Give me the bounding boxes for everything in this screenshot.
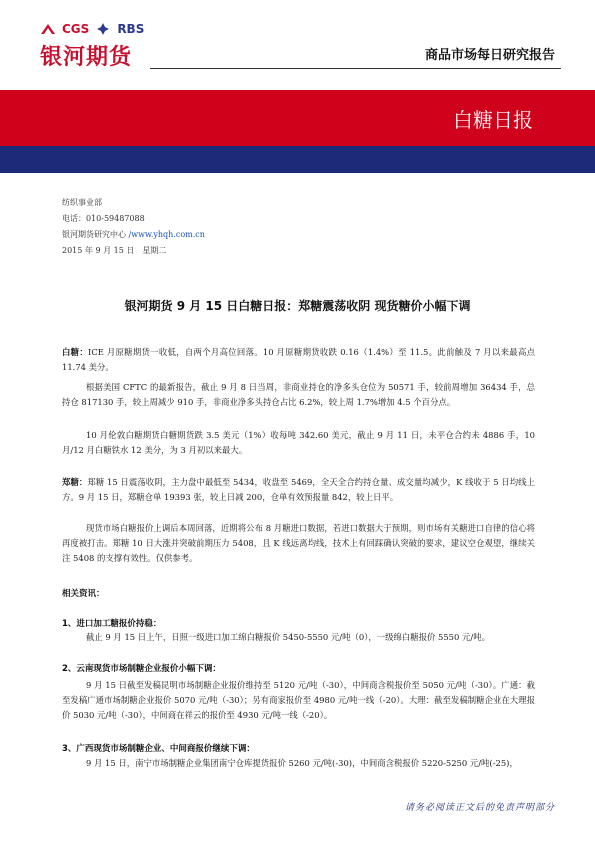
zhengtang-text-1: 郑糖 15 日震荡收阴，主力盘中最低至 5434，收盘至 5469，全天全合约持仓量、成交量均减少，K 线收于 5 日均线上方。9 月 15 日，郑糖仓单 19393 张，较上日减 200，仓单有效预报量 842，较上日平。 — [62, 477, 536, 502]
news-item-1-title: 1、进口加工糖报价持稳： — [62, 619, 162, 629]
zhengtang-paragraph-2: 现货市场白糖报价上调后本周回落，近期将公布 8 月糖进口数据，若进口数据大于预期，则市场有关糖进口自律的信心将再度被打击。郑糖 10 日大涨并突破前期压力 5408，且 K 线远离均线，技术上有回踩确认突破的要求，建议空仓观望，继续关注 5408 的支撑有效性。仅供参考。 — [62, 523, 535, 563]
research-center-line — [62, 230, 205, 240]
baitang-paragraph-3: 10 月伦敦白糖期货白糖期货跌 3.5 美元（1%）收每吨 342.60 美元，截止 9 月 11 日，未平仓合约未 4886 手，10 月/12 月白糖铁水 12 美分，为 3 月初以来最大。 — [62, 430, 535, 455]
cgs-logo-icon — [40, 22, 56, 36]
logo-chinese-name: 银河期货 — [40, 45, 133, 70]
logo-rbs-text: RBS — [117, 22, 145, 36]
baitang-paragraph-1 — [62, 345, 535, 375]
document-title: 银河期货 9 月 15 日白糖日报：郑糖震荡收阴 现货糖价小幅下调 — [124, 299, 471, 313]
report-band-title: 白糖日报 — [453, 108, 533, 132]
news-item-3-title: 3、广西现货市场制糖企业、中间商报价继续下调： — [62, 744, 255, 754]
zhengtang-label: 郑糖： — [62, 477, 88, 487]
news-item-2-title: 2、云南现货市场制糖企业报价小幅下调： — [62, 664, 221, 674]
related-news-heading: 相关资讯： — [62, 589, 105, 599]
news-item-3-body: 9 月 15 日，南宁市场制糖企业集团南宁仓库提货报价 5260 元/吨(-30)，中间商含税报价 5220-5250 元/吨(-25)， — [86, 758, 518, 768]
baitang-label: 白糖： — [62, 347, 89, 357]
logo-cgs-text: CGS — [62, 22, 90, 36]
zhengtang-paragraph-1 — [62, 475, 535, 505]
news-item-1-body: 截止 9 月 15 日上午，日照一级进口加工绵白糖报价 5450-5550 元/吨（0），一级绵白糖报价 5550 元/吨。 — [86, 632, 490, 642]
department-label: 纺织事业部 — [62, 198, 102, 207]
logo-brand-line — [40, 22, 144, 36]
research-center-label: 银河期货研究中心 — [62, 230, 126, 239]
baitang-paragraph-2: 根据美国 CFTC 的最新报告，截止 9 月 8 日当周，非商业持仓的净多头仓位为 50571 手，较前周增加 36434 手，总持仓 817130 手，较上周减少 910 手，非商业净多头持仓占比 6.2%，较上周 1.7%增加 4.5 个百分点。 — [62, 382, 535, 407]
website-link[interactable]: /www.yhqh.com.cn — [128, 230, 205, 239]
news-item-2-body: 9 月 15 日截至发稿昆明市场制糖企业报价维持至 5120 元/吨（-30），中间商含税报价至 5050 元/吨（-30）。广通：截至发稿广通市场制糖企业报价 5070 元/吨（-30）；另有商家报价至 4980 元/吨一线（-20）。大理：截至发稿制糖企业在大理报价 5030 元/吨（-30），中间商在祥云的报价至 4930 元/吨一线（-20）。 — [62, 680, 535, 720]
report-date: 2015 年 9 月 15 日 星期二 — [62, 246, 167, 255]
phone-label: 电话：010-59487088 — [62, 214, 145, 223]
disclaimer-note: 请务必阅读正文后的免责声明部分 — [404, 803, 555, 813]
rbs-logo-icon — [95, 22, 111, 36]
report-series-title: 商品市场每日研究报告 — [424, 48, 555, 63]
title-band-navy — [0, 146, 595, 173]
baitang-text-1: ICE 月原糖期货一收低，自两个月高位回落。10 月原糖期货收跌 0.16（1.4%）至 11.5。此前触及 7 月以来最高点 11.74 美分。 — [62, 347, 536, 372]
header-divider — [150, 68, 561, 69]
